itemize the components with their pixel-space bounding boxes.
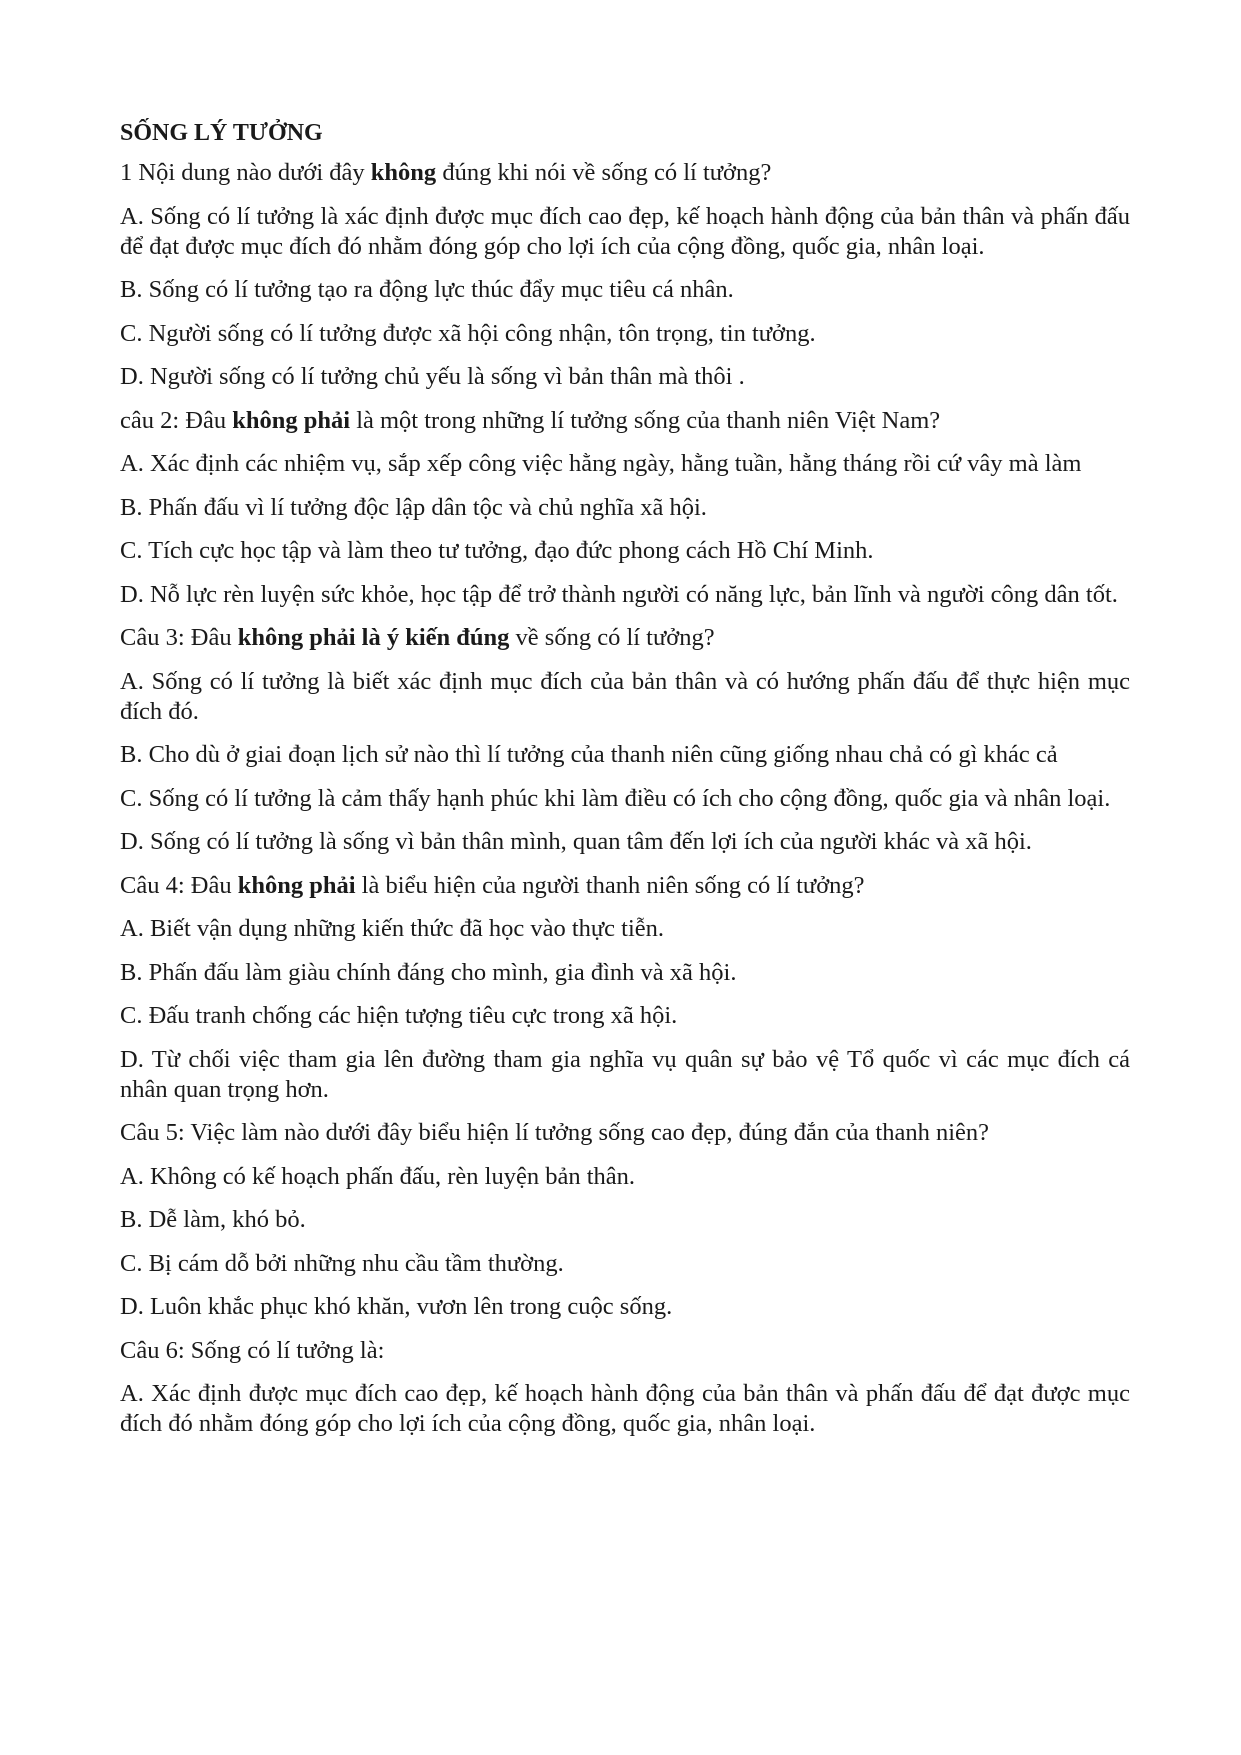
question-text: đúng khi nói về sống có lí tưởng? <box>436 159 772 186</box>
question-text: 1 Nội dung nào dưới đây <box>120 159 371 186</box>
question-3-option-c: C. Sống có lí tưởng là cảm thấy hạnh phúc khi làm điều có ích cho cộng đồng, quốc gia và nhân loại. <box>120 784 1111 812</box>
question-2-option-c: C. Tích cực học tập và làm theo tư tưởng, đạo đức phong cách Hồ Chí Minh. <box>120 537 874 564</box>
question-4-option-d: D. Từ chối việc tham gia lên đường tham gia nghĩa vụ quân sự bảo vệ Tổ quốc vì các mục đích cá nhân quan trọng hơn. <box>120 1045 1130 1103</box>
question-4-option-a: A. Biết vận dụng những kiến thức đã học vào thực tiễn. <box>120 915 665 942</box>
question-1-option-d: D. Người sống có lí tưởng chủ yếu là sống vì bản thân mà thôi . <box>120 363 745 390</box>
question-5-option-c: C. Bị cám dỗ bởi những nhu cầu tầm thường. <box>120 1249 564 1277</box>
question-6-option-a: A. Xác định được mục đích cao đẹp, kế hoạch hành động của bản thân và phấn đấu để đạt được mục đích đó nhằm đóng góp cho lợi ích của cộng đồng, quốc gia, nhân loại. <box>120 1380 1130 1437</box>
question-2-option-a: A. Xác định các nhiệm vụ, sắp xếp công việc hằng ngày, hằng tuần, hằng tháng rồi cứ vây mà làm <box>120 450 1082 477</box>
question-3-option-a: A. Sống có lí tưởng là biết xác định mục đích của bản thân và có hướng phấn đấu để thực hiện mục đích đó. <box>120 667 1130 725</box>
question-text: Câu 3: Đâu <box>120 624 238 651</box>
question-5: Câu 5: Việc làm nào dưới đây biểu hiện lí tưởng sống cao đẹp, đúng đắn của thanh niên? <box>120 1119 990 1146</box>
question-4-option-b: B. Phấn đấu làm giàu chính đáng cho mình, gia đình và xã hội. <box>120 958 737 986</box>
question-emphasis: không phải <box>232 406 351 434</box>
question-4-option-c: C. Đấu tranh chống các hiện tượng tiêu cực trong xã hội. <box>120 1002 678 1029</box>
question-emphasis: không <box>370 159 437 186</box>
question-2-option-b: B. Phấn đấu vì lí tưởng độc lập dân tộc và chủ nghĩa xã hội. <box>120 493 707 521</box>
question-text: Câu 4: Đâu <box>120 871 238 899</box>
question-text: là một trong những lí tưởng sống của thanh niên Việt Nam? <box>350 406 941 434</box>
question-text: câu 2: Đâu <box>120 406 233 434</box>
question-emphasis: không phải <box>237 871 356 899</box>
question-2-option-d: D. Nỗ lực rèn luyện sức khỏe, học tập để trở thành người có năng lực, bản lĩnh và người công dân tốt. <box>120 580 1118 608</box>
question-3 <box>120 623 1130 653</box>
question-text: về sống có lí tưởng? <box>509 624 715 651</box>
question-3-option-b: B. Cho dù ở giai đoạn lịch sử nào thì lí tưởng của thanh niên cũng giống nhau chả có gì khác cả <box>120 741 1058 768</box>
question-1 <box>120 158 1130 188</box>
question-3-option-d: D. Sống có lí tưởng là sống vì bản thân mình, quan tâm đến lợi ích của người khác và xã hội. <box>120 828 1032 855</box>
question-5-option-a: A. Không có kế hoạch phấn đấu, rèn luyện bản thân. <box>120 1162 636 1190</box>
question-1-option-a: A. Sống có lí tưởng là xác định được mục đích cao đẹp, kế hoạch hành động của bản thân và phấn đấu để đạt được mục đích đó nhằm đóng góp cho lợi ích của cộng đồng, quốc gia, nhân loại. <box>120 202 1130 260</box>
question-text: là biểu hiện của người thanh niên sống có lí tưởng? <box>355 871 865 899</box>
question-6: Câu 6: Sống có lí tưởng là: <box>120 1336 385 1364</box>
document-page <box>120 118 1130 1453</box>
document-title: SỐNG LÝ TƯỞNG <box>120 120 323 146</box>
question-1-option-c: C. Người sống có lí tưởng được xã hội công nhận, tôn trọng, tin tưởng. <box>120 319 816 347</box>
question-1-option-b: B. Sống có lí tưởng tạo ra động lực thúc đẩy mục tiêu cá nhân. <box>120 276 734 303</box>
question-5-option-d: D. Luôn khắc phục khó khăn, vươn lên trong cuộc sống. <box>120 1293 673 1320</box>
question-5-option-b: B. Dễ làm, khó bỏ. <box>120 1206 306 1233</box>
question-2 <box>120 406 1130 436</box>
question-emphasis: không phải là ý kiến đúng <box>237 624 510 651</box>
question-4 <box>120 871 1130 901</box>
